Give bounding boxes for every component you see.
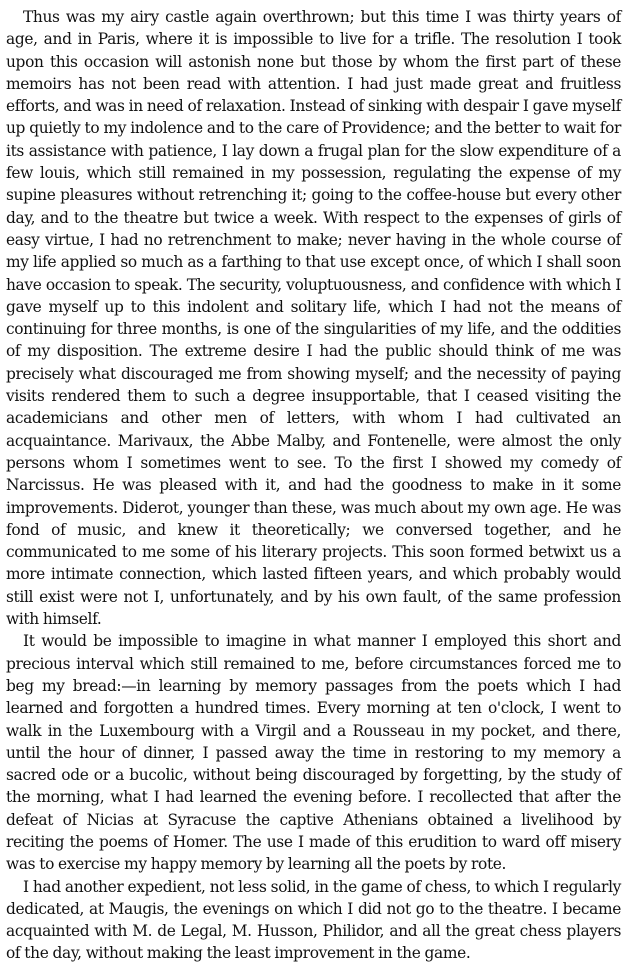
paragraph-3: I had another expedient, not less solid, in the game of chess, to which I regularly dedicated, at Maugis, the evenings on which I did not go to the theatre. I became acquainted with M. de Legal, M. Husson, Philidor, and all the great chess players of the day, without making the least improvement in the game.	[6, 877, 621, 963]
paragraph-2: It would be impossible to imagine in what manner I employed this short and precious interval which still remained to me, before circumstances forced me to beg my bread:—in learning by memory passages from the poets which I had learned and forgotten a hundred times. Every morning at ten o'clock, I went to walk in the Luxembourg with a Virgil and a Rousseau in my pocket, and there, until the hour of dinner, I passed away the time in restoring to my memory a sacred ode or a bucolic, without being discouraged by forgetting, by the study of the morning, what I had learned the evening before. I recollected that after the defeat of Nicias at Syracuse the captive Athenians obtained a livelihood by reciting the poems of Homer. The use I made of this erudition to ward off misery was to exercise my happy memory by learning all the poets by rote.	[6, 632, 621, 874]
paragraph-1: Thus was my airy castle again overthrown; but this time I was thirty years of age, and in Paris, where it is impossible to live for a trifle. The resolution I took upon this occasion will astonish none but those by whom the first part of these memoirs has not been read with attention. I had just made great and fruitless efforts, and was in need of relaxation. Instead of sinking with despair I gave myself up quietly to my indolence and to the care of Providence; and the better to wait for its assistance with patience, I lay down a frugal plan for the slow expenditure of a few louis, which still remained in my possession, regulating the expense of my supine pleasures without retrenching it; going to the coffee-house but every other day, and to the theatre but twice a week. With respect to the expenses of girls of easy virtue, I had no retrenchment to make; never having in the whole course of my life applied so much as a farthing to that use except once, of which I shall soon have occasion to speak. The security, voluptuousness, and confidence with which I gave myself up to this indolent and solitary life, which I had not the means of continuing for three months, is one of the singularities of my life, and the oddities of my disposition. The extreme desire I had the public should think of me was precisely what discouraged me from showing myself; and the necessity of paying visits rendered them to such a degree insupportable, that I ceased visiting the academicians and other men of letters, with whom I had cultivated an acquaintance. Marivaux, the Abbe Malby, and Fontenelle, were almost the only persons whom I sometimes went to see. To the first I showed my comedy of Narcissus. He was pleased with it, and had the goodness to make in it some improvements. Diderot, younger than these, was much about my own age. He was fond of music, and knew it theoretically; we conversed together, and he communicated to me some of his literary projects. This soon formed betwixt us a more intimate connection, which lasted fifteen years, and which probably would still exist were not I, unfortunately, and by his own fault, of the same profession with himself.	[6, 8, 621, 629]
